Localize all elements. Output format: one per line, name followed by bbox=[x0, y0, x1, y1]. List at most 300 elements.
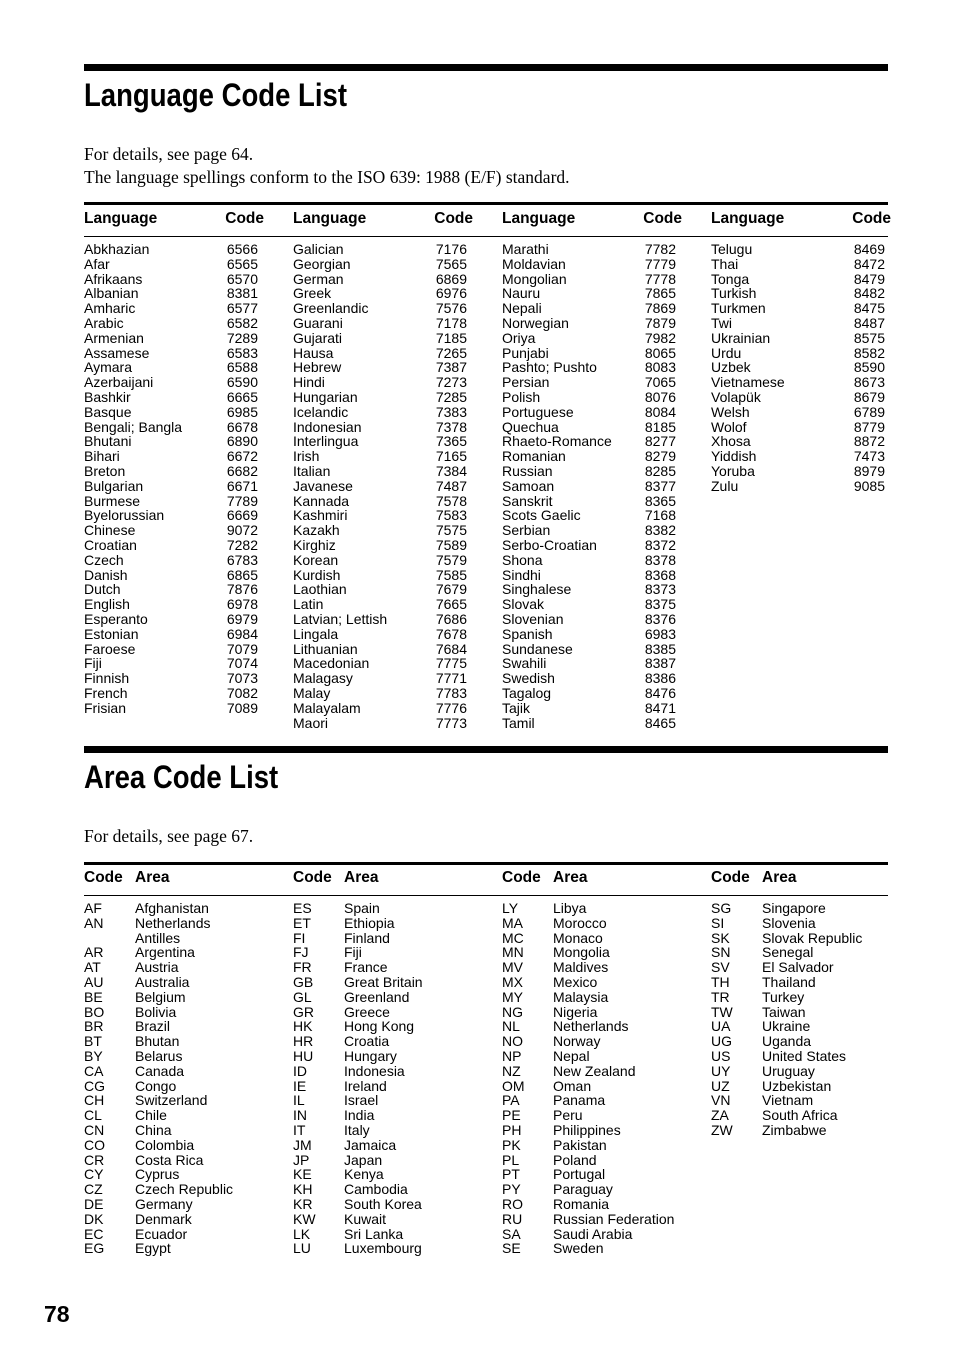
language-name: Macedonian bbox=[293, 655, 370, 672]
language-code: 6566 bbox=[226, 241, 258, 257]
area-name: Indonesia bbox=[344, 1062, 405, 1079]
area-name: Jamaica bbox=[344, 1136, 397, 1153]
language-row bbox=[84, 405, 264, 420]
language-code: 7773 bbox=[435, 714, 467, 731]
language-row bbox=[293, 301, 473, 316]
area-code: HU bbox=[293, 1047, 314, 1064]
area-name: Maldives bbox=[553, 959, 609, 976]
language-code: 8084 bbox=[644, 403, 676, 420]
area-code: PT bbox=[502, 1166, 520, 1183]
language-intro bbox=[84, 143, 570, 189]
language-name: Malay bbox=[293, 684, 331, 701]
area-code: BE bbox=[84, 988, 103, 1005]
language-name: Slovak bbox=[502, 596, 545, 613]
language-name: Greek bbox=[293, 285, 332, 302]
area-row bbox=[711, 1093, 891, 1108]
language-name: Irish bbox=[293, 448, 320, 465]
area-name: New Zealand bbox=[553, 1062, 636, 1079]
language-code: 6978 bbox=[226, 596, 258, 613]
language-code: 8368 bbox=[644, 566, 676, 583]
area-code: AF bbox=[84, 900, 102, 916]
language-row bbox=[502, 464, 682, 479]
language-code: 7686 bbox=[435, 610, 467, 627]
area-row bbox=[293, 1049, 473, 1064]
language-code: 7576 bbox=[435, 300, 467, 317]
area-name: Afghanistan bbox=[135, 900, 209, 916]
area-code: MY bbox=[502, 988, 523, 1005]
language-row bbox=[502, 686, 682, 701]
area-code: MN bbox=[502, 944, 524, 961]
language-row bbox=[84, 331, 264, 346]
language-row bbox=[293, 701, 473, 716]
language-row bbox=[711, 479, 891, 494]
area-column-header bbox=[711, 869, 891, 889]
language-name: Basque bbox=[84, 403, 132, 420]
language-row bbox=[293, 405, 473, 420]
language-row bbox=[293, 420, 473, 435]
language-code: 7365 bbox=[435, 433, 467, 450]
area-name: Nepal bbox=[553, 1047, 590, 1064]
area-row bbox=[84, 960, 264, 975]
language-name: Volapük bbox=[711, 388, 761, 405]
language-row bbox=[711, 257, 891, 272]
area-code: IN bbox=[293, 1107, 307, 1124]
language-name: Afar bbox=[84, 255, 110, 272]
language-name: Tonga bbox=[711, 270, 750, 287]
area-name: Egypt bbox=[135, 1240, 171, 1257]
language-name: Gujarati bbox=[293, 329, 343, 346]
area-header-label: Area bbox=[344, 869, 379, 886]
area-row bbox=[84, 1034, 264, 1049]
area-row bbox=[502, 1079, 682, 1094]
language-row bbox=[84, 464, 264, 479]
area-name: Turkey bbox=[762, 988, 805, 1005]
page-number: 78 bbox=[44, 1301, 70, 1327]
language-row bbox=[293, 242, 473, 257]
area-code: IE bbox=[293, 1077, 307, 1094]
area-intro bbox=[84, 825, 253, 848]
language-row bbox=[84, 701, 264, 716]
language-code: 8377 bbox=[644, 477, 676, 494]
language-name: Xhosa bbox=[711, 433, 751, 450]
area-code: NL bbox=[502, 1018, 520, 1035]
area-code: LU bbox=[293, 1240, 311, 1257]
area-row bbox=[711, 1019, 891, 1034]
language-code: 8472 bbox=[853, 255, 885, 272]
language-name: Latin bbox=[293, 596, 324, 613]
language-code: 7565 bbox=[435, 255, 467, 272]
area-code: PL bbox=[502, 1151, 520, 1168]
area-header-label: Area bbox=[135, 869, 170, 886]
language-row bbox=[84, 420, 264, 435]
area-name: Uruguay bbox=[762, 1062, 815, 1079]
language-code: 7579 bbox=[435, 551, 467, 568]
language-name: French bbox=[84, 684, 128, 701]
area-row bbox=[502, 1182, 682, 1197]
language-code: 7865 bbox=[644, 285, 676, 302]
language-row bbox=[711, 449, 891, 464]
language-row bbox=[84, 360, 264, 375]
language-name: Byelorussian bbox=[84, 507, 165, 524]
area-name: Ireland bbox=[344, 1077, 387, 1094]
language-row bbox=[84, 686, 264, 701]
language-row bbox=[502, 582, 682, 597]
area-name: Finland bbox=[344, 929, 390, 946]
language-name: Wolof bbox=[711, 418, 747, 435]
language-name: Laothian bbox=[293, 581, 347, 598]
area-code: CN bbox=[84, 1121, 105, 1138]
area-code: UG bbox=[711, 1033, 732, 1050]
area-row bbox=[293, 1197, 473, 1212]
area-name: Croatia bbox=[344, 1033, 390, 1050]
language-code: 8185 bbox=[644, 418, 676, 435]
language-name: German bbox=[293, 270, 344, 287]
language-name: Nauru bbox=[502, 285, 541, 302]
language-section-bar bbox=[84, 64, 888, 71]
language-name: Abkhazian bbox=[84, 241, 150, 257]
area-row bbox=[84, 1123, 264, 1138]
language-code: 6577 bbox=[226, 300, 258, 317]
area-code: EC bbox=[84, 1225, 104, 1242]
area-code: AN bbox=[84, 914, 104, 931]
area-name: China bbox=[135, 1121, 172, 1138]
area-name: Australia bbox=[135, 973, 190, 990]
language-name: Twi bbox=[711, 314, 732, 331]
area-row bbox=[711, 1049, 891, 1064]
language-row bbox=[502, 286, 682, 301]
area-name: Zimbabwe bbox=[762, 1121, 827, 1138]
area-name: Saudi Arabia bbox=[553, 1225, 633, 1242]
language-code: 9072 bbox=[226, 522, 258, 539]
language-code: 8475 bbox=[853, 300, 885, 317]
area-code: UA bbox=[711, 1018, 731, 1035]
area-code: MA bbox=[502, 914, 523, 931]
area-section-bar bbox=[84, 746, 888, 753]
language-row bbox=[711, 272, 891, 287]
language-code: 7684 bbox=[435, 640, 467, 657]
language-row bbox=[502, 242, 682, 257]
area-row bbox=[502, 1049, 682, 1064]
language-row bbox=[84, 538, 264, 553]
area-row bbox=[84, 1197, 264, 1212]
area-code: KR bbox=[293, 1195, 313, 1212]
language-name: Kashmiri bbox=[293, 507, 348, 524]
area-code: EG bbox=[84, 1240, 105, 1257]
area-code: ZW bbox=[711, 1121, 733, 1138]
area-code: SI bbox=[711, 914, 725, 931]
language-name: Samoan bbox=[502, 477, 555, 494]
language-code: 7282 bbox=[226, 536, 258, 553]
area-name: Morocco bbox=[553, 914, 607, 931]
language-name: Armenian bbox=[84, 329, 144, 346]
area-row bbox=[293, 1079, 473, 1094]
area-row bbox=[711, 1108, 891, 1123]
area-row bbox=[293, 990, 473, 1005]
language-name: Swedish bbox=[502, 670, 555, 687]
language-code: 7065 bbox=[644, 374, 676, 391]
language-code: 8065 bbox=[644, 344, 676, 361]
language-code: 8582 bbox=[853, 344, 885, 361]
language-name: Frisian bbox=[84, 699, 127, 716]
area-row bbox=[293, 901, 473, 916]
area-name: Belarus bbox=[135, 1047, 183, 1064]
area-row bbox=[293, 1093, 473, 1108]
language-code: 7779 bbox=[644, 255, 676, 272]
area-name: Colombia bbox=[135, 1136, 195, 1153]
language-row bbox=[293, 716, 473, 731]
language-name: Sindhi bbox=[502, 566, 541, 583]
area-name: Ecuador bbox=[135, 1225, 188, 1242]
language-row bbox=[84, 316, 264, 331]
area-code: LY bbox=[502, 900, 519, 916]
area-rows bbox=[502, 901, 682, 1256]
language-row bbox=[84, 434, 264, 449]
area-row bbox=[502, 960, 682, 975]
area-code: FI bbox=[293, 929, 306, 946]
language-row bbox=[502, 494, 682, 509]
language-row bbox=[502, 390, 682, 405]
language-rows bbox=[293, 242, 473, 730]
language-name: Scots Gaelic bbox=[502, 507, 581, 524]
area-row bbox=[84, 916, 264, 931]
language-code: 8382 bbox=[644, 522, 676, 539]
area-name: Luxembourg bbox=[344, 1240, 422, 1257]
language-row bbox=[502, 375, 682, 390]
language-intro-line: The language spellings conform to the ISO 639: 1988 (E/F) standard. bbox=[84, 167, 570, 187]
language-code: 8479 bbox=[853, 270, 885, 287]
area-name: El Salvador bbox=[762, 959, 834, 976]
area-row bbox=[711, 1123, 891, 1138]
area-row bbox=[711, 916, 891, 931]
area-code: JM bbox=[293, 1136, 312, 1153]
area-name: Fiji bbox=[344, 944, 362, 961]
area-code: US bbox=[711, 1047, 731, 1064]
area-code: ZA bbox=[711, 1107, 729, 1124]
language-name: Kurdish bbox=[293, 566, 341, 583]
language-code: 7776 bbox=[435, 699, 467, 716]
language-code: 8279 bbox=[644, 448, 676, 465]
language-name: Burmese bbox=[84, 492, 141, 509]
language-row bbox=[84, 479, 264, 494]
area-rows bbox=[711, 901, 891, 1138]
code-header-label: Code bbox=[293, 869, 332, 886]
language-row bbox=[502, 701, 682, 716]
language-code: 7185 bbox=[435, 329, 467, 346]
language-name: Faroese bbox=[84, 640, 136, 657]
area-name: France bbox=[344, 959, 388, 976]
area-name: Libya bbox=[553, 900, 587, 916]
area-row bbox=[502, 916, 682, 931]
area-name: Pakistan bbox=[553, 1136, 607, 1153]
language-row bbox=[293, 656, 473, 671]
area-code: FJ bbox=[293, 944, 309, 961]
area-code: NG bbox=[502, 1003, 523, 1020]
area-code: MX bbox=[502, 973, 523, 990]
language-name: Serbo-Croatian bbox=[502, 536, 597, 553]
language-intro-line: For details, see page 64. bbox=[84, 144, 254, 164]
area-name: Bolivia bbox=[135, 1003, 177, 1020]
language-code: 7089 bbox=[226, 699, 258, 716]
language-name: Sundanese bbox=[502, 640, 573, 657]
language-name: Romanian bbox=[502, 448, 566, 465]
area-code: CG bbox=[84, 1077, 105, 1094]
language-code: 7583 bbox=[435, 507, 467, 524]
language-name: Pashto; Pushto bbox=[502, 359, 597, 376]
language-row bbox=[84, 272, 264, 287]
area-name: Portugal bbox=[553, 1166, 606, 1183]
language-name: Fiji bbox=[84, 655, 102, 672]
area-name: Hungary bbox=[344, 1047, 397, 1064]
language-name: Swahili bbox=[502, 655, 547, 672]
area-row bbox=[293, 1064, 473, 1079]
area-row bbox=[502, 1064, 682, 1079]
area-row bbox=[293, 1153, 473, 1168]
language-name: Dutch bbox=[84, 581, 121, 598]
language-code: 6682 bbox=[226, 462, 258, 479]
language-name: Breton bbox=[84, 462, 126, 479]
language-code: 6976 bbox=[435, 285, 467, 302]
area-column-header bbox=[502, 869, 682, 889]
area-name: Switzerland bbox=[135, 1092, 208, 1109]
area-row bbox=[293, 1138, 473, 1153]
area-row bbox=[84, 1049, 264, 1064]
language-name: Rhaeto-Romance bbox=[502, 433, 612, 450]
language-row bbox=[293, 316, 473, 331]
code-header-label: Code bbox=[643, 210, 682, 227]
area-row bbox=[502, 1241, 682, 1256]
language-row bbox=[84, 597, 264, 612]
area-name: Philippines bbox=[553, 1121, 621, 1138]
language-row bbox=[84, 346, 264, 361]
language-row bbox=[293, 612, 473, 627]
area-code: SA bbox=[502, 1225, 521, 1242]
language-code: 6665 bbox=[226, 388, 258, 405]
language-code: 7982 bbox=[644, 329, 676, 346]
area-name: Slovenia bbox=[762, 914, 816, 931]
area-name: Ukraine bbox=[762, 1018, 811, 1035]
language-name: Ukrainian bbox=[711, 329, 771, 346]
area-code: MC bbox=[502, 929, 524, 946]
language-row bbox=[502, 434, 682, 449]
area-code: AR bbox=[84, 944, 104, 961]
area-name: Sri Lanka bbox=[344, 1225, 404, 1242]
code-header-label: Code bbox=[852, 210, 891, 227]
language-row bbox=[84, 508, 264, 523]
area-code: CR bbox=[84, 1151, 105, 1168]
language-name: Indonesian bbox=[293, 418, 362, 435]
language-code: 8386 bbox=[644, 670, 676, 687]
language-row bbox=[502, 405, 682, 420]
language-code: 7869 bbox=[644, 300, 676, 317]
language-row bbox=[502, 612, 682, 627]
language-code: 8482 bbox=[853, 285, 885, 302]
language-row bbox=[84, 390, 264, 405]
language-name: Telugu bbox=[711, 241, 753, 257]
area-row bbox=[293, 1123, 473, 1138]
area-code: PA bbox=[502, 1092, 520, 1109]
language-row bbox=[293, 360, 473, 375]
area-code: CA bbox=[84, 1062, 104, 1079]
language-row bbox=[84, 286, 264, 301]
area-name: Hong Kong bbox=[344, 1018, 415, 1035]
area-name: Belgium bbox=[135, 988, 186, 1005]
language-name: Mongolian bbox=[502, 270, 567, 287]
language-name: Interlingua bbox=[293, 433, 359, 450]
language-name: Malagasy bbox=[293, 670, 353, 687]
language-name: Hausa bbox=[293, 344, 334, 361]
language-code: 8285 bbox=[644, 462, 676, 479]
language-name: Arabic bbox=[84, 314, 124, 331]
area-name: Taiwan bbox=[762, 1003, 806, 1020]
language-row bbox=[502, 671, 682, 686]
language-row bbox=[293, 257, 473, 272]
language-row bbox=[711, 434, 891, 449]
language-code: 8076 bbox=[644, 388, 676, 405]
area-name: Spain bbox=[344, 900, 380, 916]
area-row bbox=[502, 990, 682, 1005]
language-row bbox=[293, 523, 473, 538]
language-name: Polish bbox=[502, 388, 541, 405]
language-code: 8385 bbox=[644, 640, 676, 657]
language-row bbox=[84, 301, 264, 316]
language-code: 6984 bbox=[226, 625, 258, 642]
language-row bbox=[293, 568, 473, 583]
language-code: 8469 bbox=[853, 241, 885, 257]
language-row bbox=[711, 316, 891, 331]
area-row bbox=[502, 975, 682, 990]
language-name: Georgian bbox=[293, 255, 351, 272]
area-code: CY bbox=[84, 1166, 104, 1183]
language-name: Guarani bbox=[293, 314, 343, 331]
language-row bbox=[84, 642, 264, 657]
area-row bbox=[84, 1153, 264, 1168]
language-name: Turkmen bbox=[711, 300, 766, 317]
area-name: Senegal bbox=[762, 944, 814, 961]
area-name: Monaco bbox=[553, 929, 603, 946]
language-name: Shona bbox=[502, 551, 543, 568]
language-code: 7585 bbox=[435, 566, 467, 583]
language-name: Urdu bbox=[711, 344, 742, 361]
area-column-header bbox=[84, 869, 264, 889]
area-intro-line: For details, see page 67. bbox=[84, 826, 254, 846]
language-name: Thai bbox=[711, 255, 739, 272]
language-code: 8779 bbox=[853, 418, 885, 435]
area-code: UZ bbox=[711, 1077, 730, 1094]
language-name: Tajik bbox=[502, 699, 531, 716]
language-code: 7176 bbox=[435, 241, 467, 257]
language-row bbox=[502, 656, 682, 671]
area-code: DE bbox=[84, 1195, 104, 1212]
language-row bbox=[502, 272, 682, 287]
language-code: 8575 bbox=[853, 329, 885, 346]
area-row bbox=[293, 1227, 473, 1242]
language-name: Lingala bbox=[293, 625, 339, 642]
area-row bbox=[502, 1093, 682, 1108]
area-row bbox=[293, 960, 473, 975]
language-name: Albanian bbox=[84, 285, 139, 302]
area-row bbox=[84, 990, 264, 1005]
area-name: Mexico bbox=[553, 973, 598, 990]
language-column-header bbox=[293, 210, 473, 230]
area-name: Chile bbox=[135, 1107, 167, 1124]
area-row bbox=[293, 931, 473, 946]
language-row bbox=[84, 257, 264, 272]
language-code: 7387 bbox=[435, 359, 467, 376]
area-row bbox=[293, 1019, 473, 1034]
language-row bbox=[293, 642, 473, 657]
area-code: TH bbox=[711, 973, 730, 990]
language-name: Oriya bbox=[502, 329, 536, 346]
